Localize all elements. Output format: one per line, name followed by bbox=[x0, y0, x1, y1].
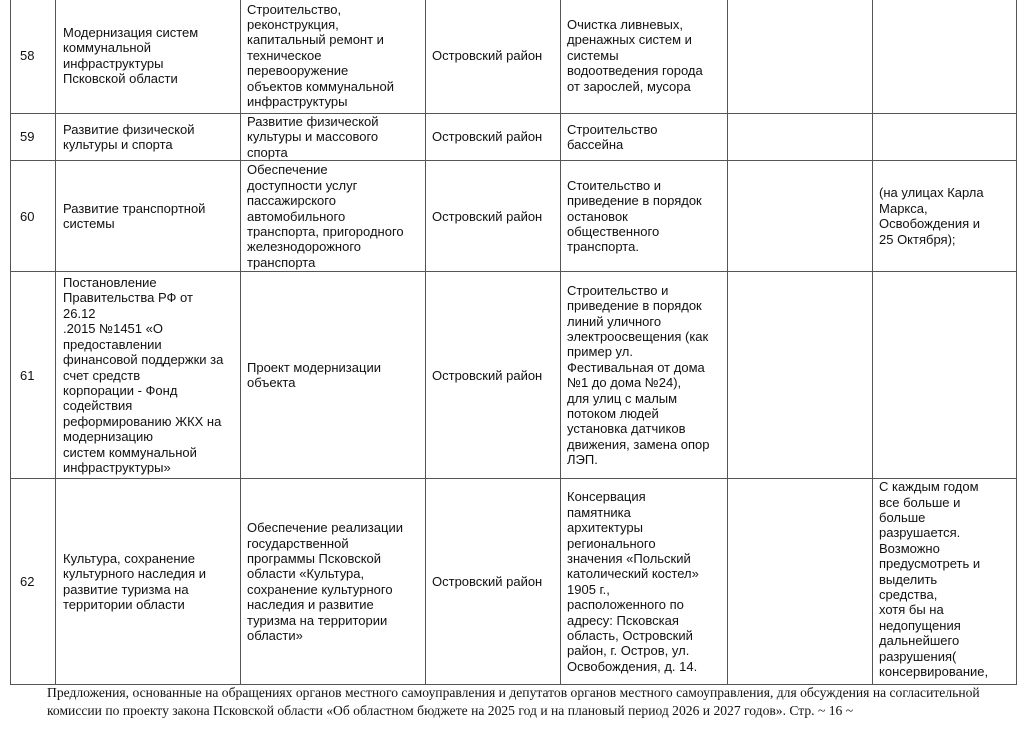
subprogram-cell: Обеспечение доступности услуг пассажирского автомобильного транспорта, пригородного железнодорожного транспорта bbox=[241, 161, 426, 272]
row-number: 59 bbox=[11, 114, 56, 161]
note-cell bbox=[873, 272, 1017, 479]
subprogram-cell: Развитие физической культуры и массового спорта bbox=[241, 114, 426, 161]
table-row bbox=[11, 272, 1017, 479]
table-row bbox=[11, 161, 1017, 272]
table-row bbox=[11, 114, 1017, 161]
table-row bbox=[11, 479, 1017, 685]
note-cell bbox=[873, 114, 1017, 161]
footer-line-2: комиссии по проекту закона Псковской области «Об областном бюджете на 2025 год и на плановый период 2026 и 2027 годов». Стр. ~ 16 ~ bbox=[47, 703, 854, 718]
empty-cell bbox=[728, 161, 873, 272]
page-footer bbox=[47, 684, 1007, 720]
district-cell: Островский район bbox=[426, 272, 561, 479]
row-number: 61 bbox=[11, 272, 56, 479]
program-cell: Развитие физической культуры и спорта bbox=[56, 114, 241, 161]
program-cell: Развитие транспортной системы bbox=[56, 161, 241, 272]
row-number: 62 bbox=[11, 479, 56, 685]
row-number: 58 bbox=[11, 0, 56, 114]
proposals-table bbox=[10, 0, 1017, 685]
proposal-cell: Строительство и приведение в порядок линий уличного электроосвещения (как пример ул. Фестивальная от дома №1 до дома №24), для улиц с малым потоком людей установка датчиков движения, замена опор ЛЭП. bbox=[561, 272, 728, 479]
district-cell: Островский район bbox=[426, 114, 561, 161]
subprogram-cell: Обеспечение реализации государственной программы Псковской области «Культура, сохранение культурного наследия и развитие туризма на территории области» bbox=[241, 479, 426, 685]
program-cell: Культура, сохранение культурного наследия и развитие туризма на территории области bbox=[56, 479, 241, 685]
note-cell: С каждым годом все больше и больше разрушается. Возможно предусмотреть и выделить средства, хотя бы на недопущения дальнейшего разрушения( консервирование, bbox=[873, 479, 1017, 685]
footer-line-1: Предложения, основанные на обращениях органов местного самоуправления и депутатов органов местного самоуправления, для обсуждения на согласительной bbox=[47, 685, 980, 700]
empty-cell bbox=[728, 0, 873, 114]
row-number: 60 bbox=[11, 161, 56, 272]
note-cell bbox=[873, 0, 1017, 114]
empty-cell bbox=[728, 479, 873, 685]
proposal-cell: Строительство бассейна bbox=[561, 114, 728, 161]
program-cell: Модернизация систем коммунальной инфраструктуры Псковской области bbox=[56, 0, 241, 114]
program-cell: Постановление Правительства РФ от 26.12 .2015 №1451 «О предоставлении финансовой поддержки за счет средств корпорации - Фонд содействия реформированию ЖКХ на модернизацию систем коммунальной инфраструктуры» bbox=[56, 272, 241, 479]
proposal-cell: Очистка ливневых, дренажных систем и системы водоотведения города от зарослей, мусора bbox=[561, 0, 728, 114]
district-cell: Островский район bbox=[426, 0, 561, 114]
district-cell: Островский район bbox=[426, 479, 561, 685]
proposal-cell: Консервация памятника архитектуры регионального значения «Польский католический костел» 1905 г., расположенного по адресу: Псковская область, Островский район, г. Остров, ул. Освобождения, д. 14. bbox=[561, 479, 728, 685]
district-cell: Островский район bbox=[426, 161, 561, 272]
note-cell: (на улицах Карла Маркса, Освобождения и 25 Октября); bbox=[873, 161, 1017, 272]
proposal-cell: Стоительство и приведение в порядок остановок общественного транспорта. bbox=[561, 161, 728, 272]
empty-cell bbox=[728, 272, 873, 479]
empty-cell bbox=[728, 114, 873, 161]
table-row bbox=[11, 0, 1017, 114]
subprogram-cell: Проект модернизации объекта bbox=[241, 272, 426, 479]
subprogram-cell: Строительство, реконструкция, капитальный ремонт и техническое перевооружение объектов коммунальной инфраструктуры bbox=[241, 0, 426, 114]
